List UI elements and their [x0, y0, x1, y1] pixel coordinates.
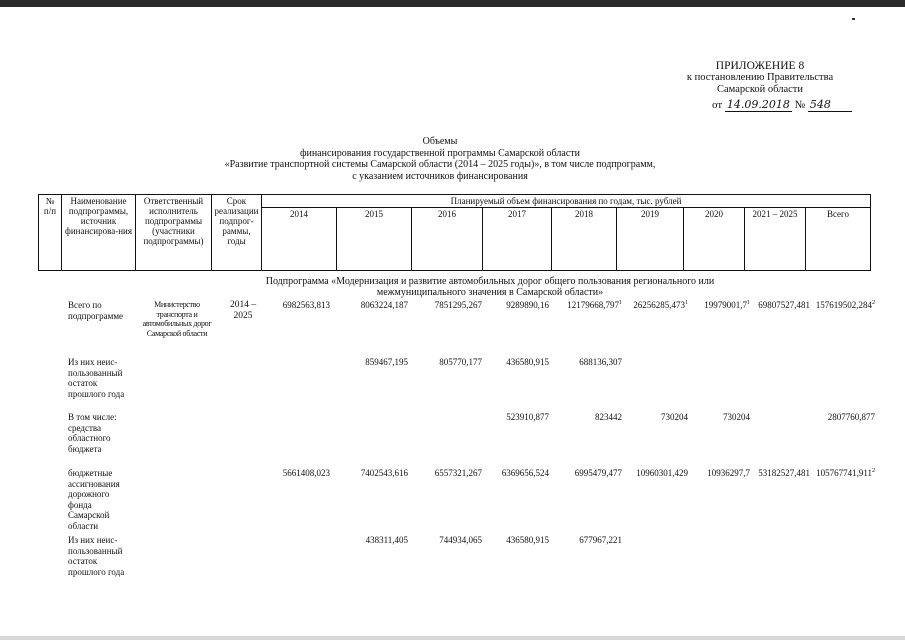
date-prefix: от	[712, 99, 723, 111]
col-year: 2017	[483, 208, 552, 271]
col-year: 2015	[337, 208, 412, 271]
scan-bottom-border	[0, 636, 905, 640]
cell-value: 859467,195	[365, 357, 408, 367]
cell-value: 6557321,267	[434, 468, 482, 478]
cell-value: 744934,065	[439, 535, 482, 545]
cell-value: 6995479,477	[574, 468, 622, 478]
cell-value: 9289890,16	[506, 300, 549, 310]
row-label: Из них неис-пользованный остаток прошлого года	[68, 357, 125, 399]
col-year: 2021 – 2025	[745, 208, 806, 271]
cell-value: 436580,915	[506, 535, 549, 545]
col-year: 2014	[262, 208, 337, 271]
handwritten-date: 14.09.2018	[726, 98, 790, 111]
cell-value: 12179668,797$^1$	[567, 300, 622, 310]
col-responsible: Ответственный исполнитель подпрограммы (участники подпрограммы)	[136, 195, 212, 271]
financing-table-header	[38, 194, 871, 271]
appendix-title: ПРИЛОЖЕНИЕ 8	[715, 60, 805, 72]
col-year: 2019	[617, 208, 684, 271]
col-year: Всего	[806, 208, 871, 271]
col-term: Срок реализации подпрог-раммы, годы	[212, 195, 262, 271]
document-title	[140, 136, 740, 182]
col-year: 2018	[552, 208, 617, 271]
appendix-block	[600, 60, 905, 96]
cell-value: 523910,877	[506, 412, 549, 422]
cell-value: 677967,221	[579, 535, 622, 545]
subprogram-heading: Подпрограмма «Модернизация и развитие автомобильных дорог общего пользования регионального или межмуниципального значения в Самарской области»	[265, 276, 715, 298]
title-line1: Объемы	[422, 136, 458, 147]
number-prefix: №	[794, 99, 806, 111]
cell-value: 730204	[723, 412, 750, 422]
cell-value: 19979001,7$^1$	[704, 300, 750, 310]
scan-top-border	[0, 0, 905, 7]
cell-value: 5661408,023	[282, 468, 330, 478]
cell-value: 823442	[595, 412, 622, 422]
cell-value: 105767741,911$^2$	[816, 468, 875, 478]
cell-value: 8063224,187	[360, 300, 408, 310]
cell-value: 6982563,813	[282, 300, 330, 310]
appendix-line3: Самарской области	[717, 84, 803, 95]
title-line3: «Развитие транспортной системы Самарской области (2014 – 2025 годы)», в том числе подпрограмм,	[224, 159, 656, 170]
cell-value: 26256285,473$^1$	[633, 300, 688, 310]
cell-value: 688136,307	[579, 357, 622, 367]
col-name: Наименование подпрограммы, источник финансирова-ния	[62, 195, 136, 271]
cell-value: 10936297,7	[707, 468, 750, 478]
appendix-line2: к постановлению Правительства	[686, 72, 834, 83]
footnote-mark: 2	[872, 468, 875, 474]
cell-value: 69807527,481	[758, 300, 810, 310]
cell-value: 436580,915	[506, 357, 549, 367]
footnote-mark: 1	[619, 300, 622, 306]
handwritten-number: 548	[808, 98, 852, 112]
order-date-number	[712, 98, 852, 112]
row-label: В том числе: средства областного бюджета	[68, 412, 117, 454]
footnote-mark: 1	[747, 300, 750, 306]
scan-speck	[852, 18, 855, 20]
cell-value: 730204	[661, 412, 688, 422]
footnote-mark: 1	[685, 300, 688, 306]
title-line2: финансирования государственной программы Самарской области	[299, 147, 580, 159]
row-label: Из них неис-пользованный остаток прошлого года	[68, 535, 125, 577]
responsible-executor: Министерство транспорта и автомобильных дорог Самарской области	[142, 300, 212, 338]
row-label: бюджетные ассигнования дорожного фонда Самарской области	[68, 468, 120, 531]
col-year: 2020	[684, 208, 745, 271]
cell-value: 6369656,524	[501, 468, 549, 478]
implementation-term: 2014 – 2025	[229, 300, 257, 321]
cell-value: 157619502,284$^2$	[815, 300, 875, 310]
col-year: 2016	[412, 208, 483, 271]
cell-value: 438311,405	[365, 535, 408, 545]
footnote-mark: 2	[872, 300, 875, 306]
cell-value: 7851295,267	[434, 300, 482, 310]
cell-value: 7402543,616	[360, 468, 408, 478]
row-label: Всего по подпрограмме	[68, 300, 124, 321]
col-num: № п/п	[39, 195, 62, 271]
title-line4: с указанием источников финансирования	[352, 170, 528, 182]
cell-value: 2807760,877	[827, 412, 875, 422]
cell-value: 53182527,481	[758, 468, 810, 478]
col-planned: Планируемый объем финансирования по годам, тыс. рублей	[262, 195, 871, 208]
cell-value: 805770,177	[439, 357, 482, 367]
cell-value: 10960301,429	[636, 468, 688, 478]
